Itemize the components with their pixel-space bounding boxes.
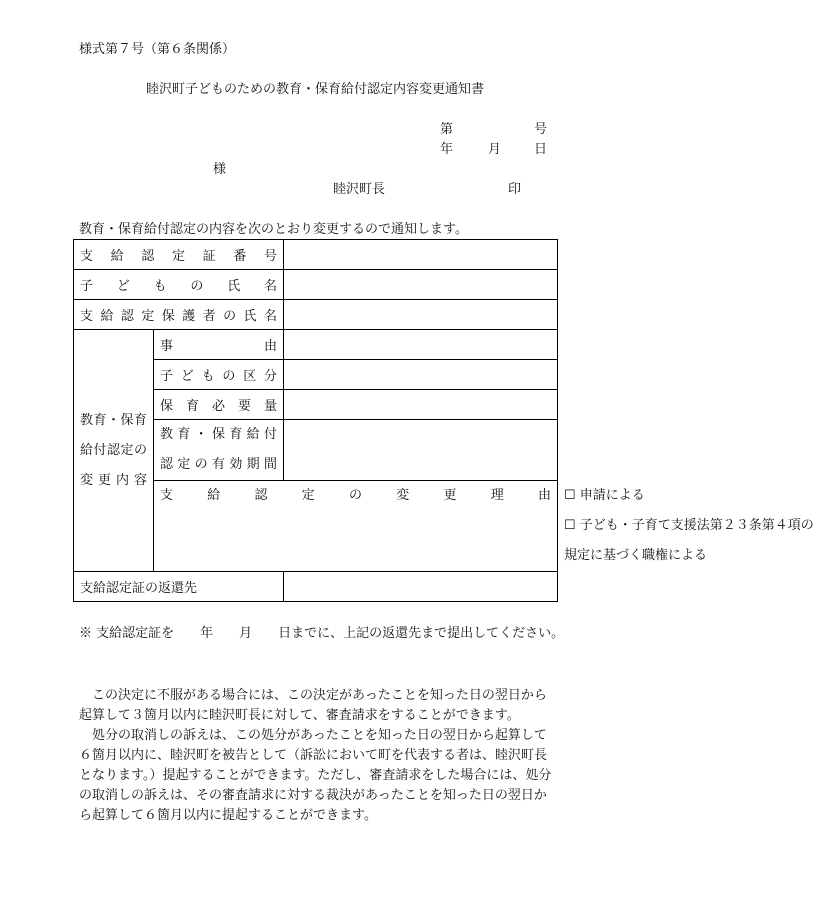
date-day: 日 [534,142,548,157]
certificate-number-label: 支給認定証番号 [74,240,284,270]
form-id: 様式第７号（第６条関係） [79,42,236,57]
certification-table [73,239,814,602]
validity-cell [284,420,558,481]
validity-label [154,420,284,481]
change-reason-label: 支給認定の変更理由 [154,481,558,572]
change-group-line: 変更内容 [80,472,147,488]
table-row [74,240,558,270]
child-category-label: 子どもの区分 [154,360,284,390]
change-group-label [74,330,154,572]
table-row [74,330,558,360]
table-row [74,572,558,602]
date-month: 月 [488,142,502,157]
notice-paragraph [79,686,553,726]
table-row [74,300,558,330]
return-to-cell [284,572,558,602]
seal-mark: 印 [508,182,522,197]
submission-note: ※ 支給認定証を 年 月 日までに、上記の返還先まで提出してください。 [79,626,565,641]
change-group-line: 給付認定の [80,442,147,458]
notice-text: 処分の取消しの訴えは、この処分があったことを知った日の翌日から起算して６箇月以内に、睦沢町を被告として（訴訟において町を代表する者は、睦沢町長となります。）提起することができます。ただし、審査請求をした場合には、処分の取消しの訴えは、その審査請求に対する裁決があったことを知った日の翌日から起算して６箇月以内に提起することができます。 [79,728,552,823]
certificate-number-cell [284,240,558,270]
child-category-cell [284,360,558,390]
child-name-cell [284,270,558,300]
appeal-notice [79,686,553,826]
validity-line: 認定の有効期間 [160,457,278,472]
reason-cell [284,330,558,360]
table-row: 支給認定の変更理由 ☐ 申請による ☐ 子ども・子育て支援法第２３条第４項の 規定に基づく職権による [74,481,558,572]
reason-label: 事由 [154,330,284,360]
guardian-name-label: 支給認定保護者の氏名 [74,300,284,330]
child-name-label: 子どもの氏名 [74,270,284,300]
table-row [74,270,558,300]
care-need-label: 保育必要量 [154,390,284,420]
number-suffix: 号 [534,122,548,137]
guardian-name-cell [284,300,558,330]
issuer: 睦沢町長 [333,182,386,197]
notice-text: この決定に不服がある場合には、この決定があったことを知った日の翌日から起算して３箇月以内に睦沢町長に対して、審査請求をすることができます。 [79,688,547,723]
intro-text: 教育・保育給付認定の内容を次のとおり変更するので通知します。 [79,222,468,237]
number-label: 第 [440,122,454,137]
addressee-suffix: 様 [213,162,227,177]
validity-line: 教育・保育給付 [160,427,278,442]
return-to-label: 支給認定証の返還先 [74,572,284,602]
care-need-cell [284,390,558,420]
document-title: 睦沢町子どものための教育・保育給付認定内容変更通知書 [145,82,484,97]
date-year: 年 [440,142,454,157]
change-group-line: 教育・保育 [80,412,147,428]
notice-paragraph [79,726,553,826]
